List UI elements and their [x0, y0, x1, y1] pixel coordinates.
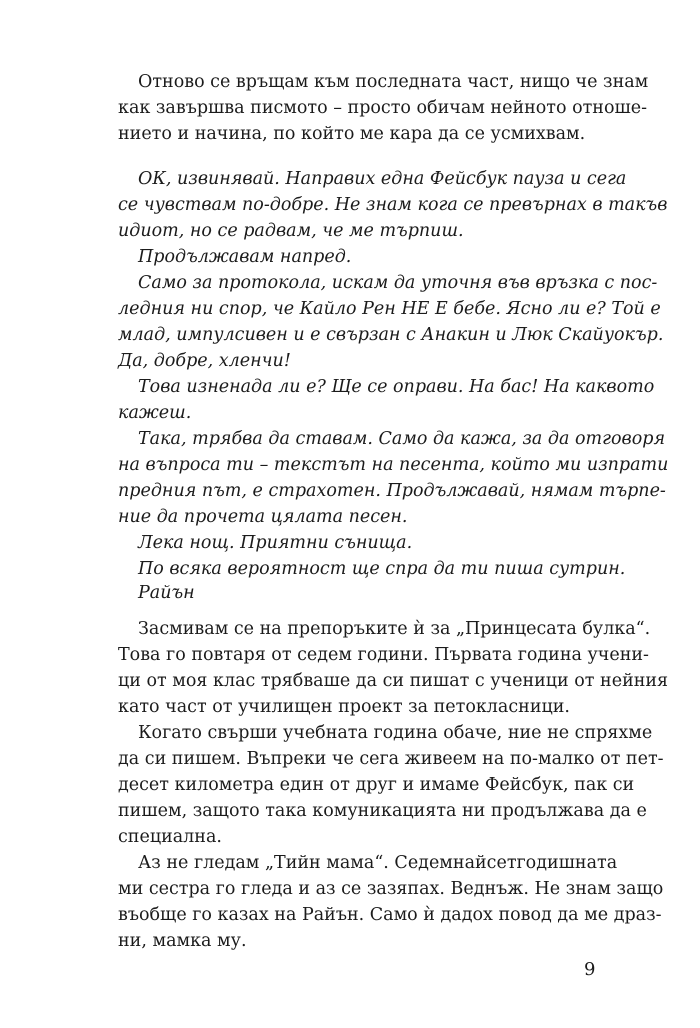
paragraph-facebook-line: специална. — [118, 827, 222, 847]
letter-line: Да, добре, хленчи! — [118, 351, 291, 371]
letter-line: идиот, но се радвам, че ме търпиш. — [118, 221, 464, 241]
page-number: 9 — [584, 959, 596, 980]
paragraph-intro-line: Отново се връщам към последната част, нищо че знам — [138, 72, 649, 92]
letter-line: Само за протокола, искам да уточня във връзка с пос- — [138, 273, 658, 293]
letter-line: Продължавам напред. — [138, 247, 352, 267]
paragraph-princess-bride-line: Засмивам се на препоръките ѝ за „Принцесата булка“. — [138, 619, 651, 639]
paragraph-intro-line: как завършва писмото – просто обичам нейното отноше- — [118, 98, 648, 118]
paragraph-teen-mom-line: ми сестра го гледа и аз се зазяпах. Веднъж. Не знам защо — [118, 879, 664, 899]
signature-line: Райън — [138, 583, 195, 603]
letter-line: кажеш. — [118, 403, 192, 423]
paragraph-princess-bride-line: ци от моя клас трябваше да си пишат с ученици от нейния — [118, 671, 669, 691]
letter-line: предния път, е страхотен. Продължавай, нямам търпе- — [118, 481, 666, 501]
paragraph-facebook-line: десет километра един от друг и имаме Фейсбук, пак си — [118, 775, 635, 795]
paragraph-teen-mom-line: Аз не гледам „Тийн мама“. Седемнайсетгодишната — [138, 853, 618, 873]
letter-line: ледния ни спор, че Кайло Рен НЕ Е бебе. Ясно ли е? Той е — [118, 299, 661, 319]
letter-line: По всяка вероятност ще спра да ти пиша сутрин. — [138, 559, 626, 579]
letter-line: млад, импулсивен и е свързан с Анакин и Люк Скайуокър. — [118, 325, 664, 345]
paragraph-facebook-line: пишем, защото така комуникацията ни продължава да е — [118, 801, 647, 821]
paragraph-teen-mom-line: ни, мамка му. — [118, 931, 247, 951]
letter-line: ОК, извинявай. Направих една Фейсбук пауза и сега — [138, 169, 627, 189]
paragraph-princess-bride-line: като част от училищен проект за петокласници. — [118, 697, 570, 717]
letter-line: на въпроса ти – текстът на песента, който ми изпрати — [118, 455, 669, 475]
letter-line: Лека нощ. Приятни сънища. — [138, 533, 413, 553]
letter-line: ние да прочета цялата песен. — [118, 507, 408, 527]
paragraph-facebook-line: Когато свърши учебната година обаче, ние не спряхме — [138, 723, 653, 743]
paragraph-intro-line: нието и начина, по който ме кара да се усмихвам. — [118, 124, 586, 144]
letter-line: се чувствам по-добре. Не знам кога се превърнах в такъв — [118, 195, 668, 215]
paragraph-facebook-line: да си пишем. Въпреки че сега живеем на по-малко от пет- — [118, 749, 664, 769]
paragraph-teen-mom-line: въобще го казах на Райън. Само ѝ дадох повод да ме драз- — [118, 905, 662, 925]
letter-line: Така, трябва да ставам. Само да кажа, за да отговоря — [138, 429, 666, 449]
paragraph-princess-bride-line: Това го повтаря от седем години. Първата година учени- — [118, 645, 649, 665]
letter-line: Това изненада ли е? Ще се оправи. На бас! На каквото — [138, 377, 655, 397]
